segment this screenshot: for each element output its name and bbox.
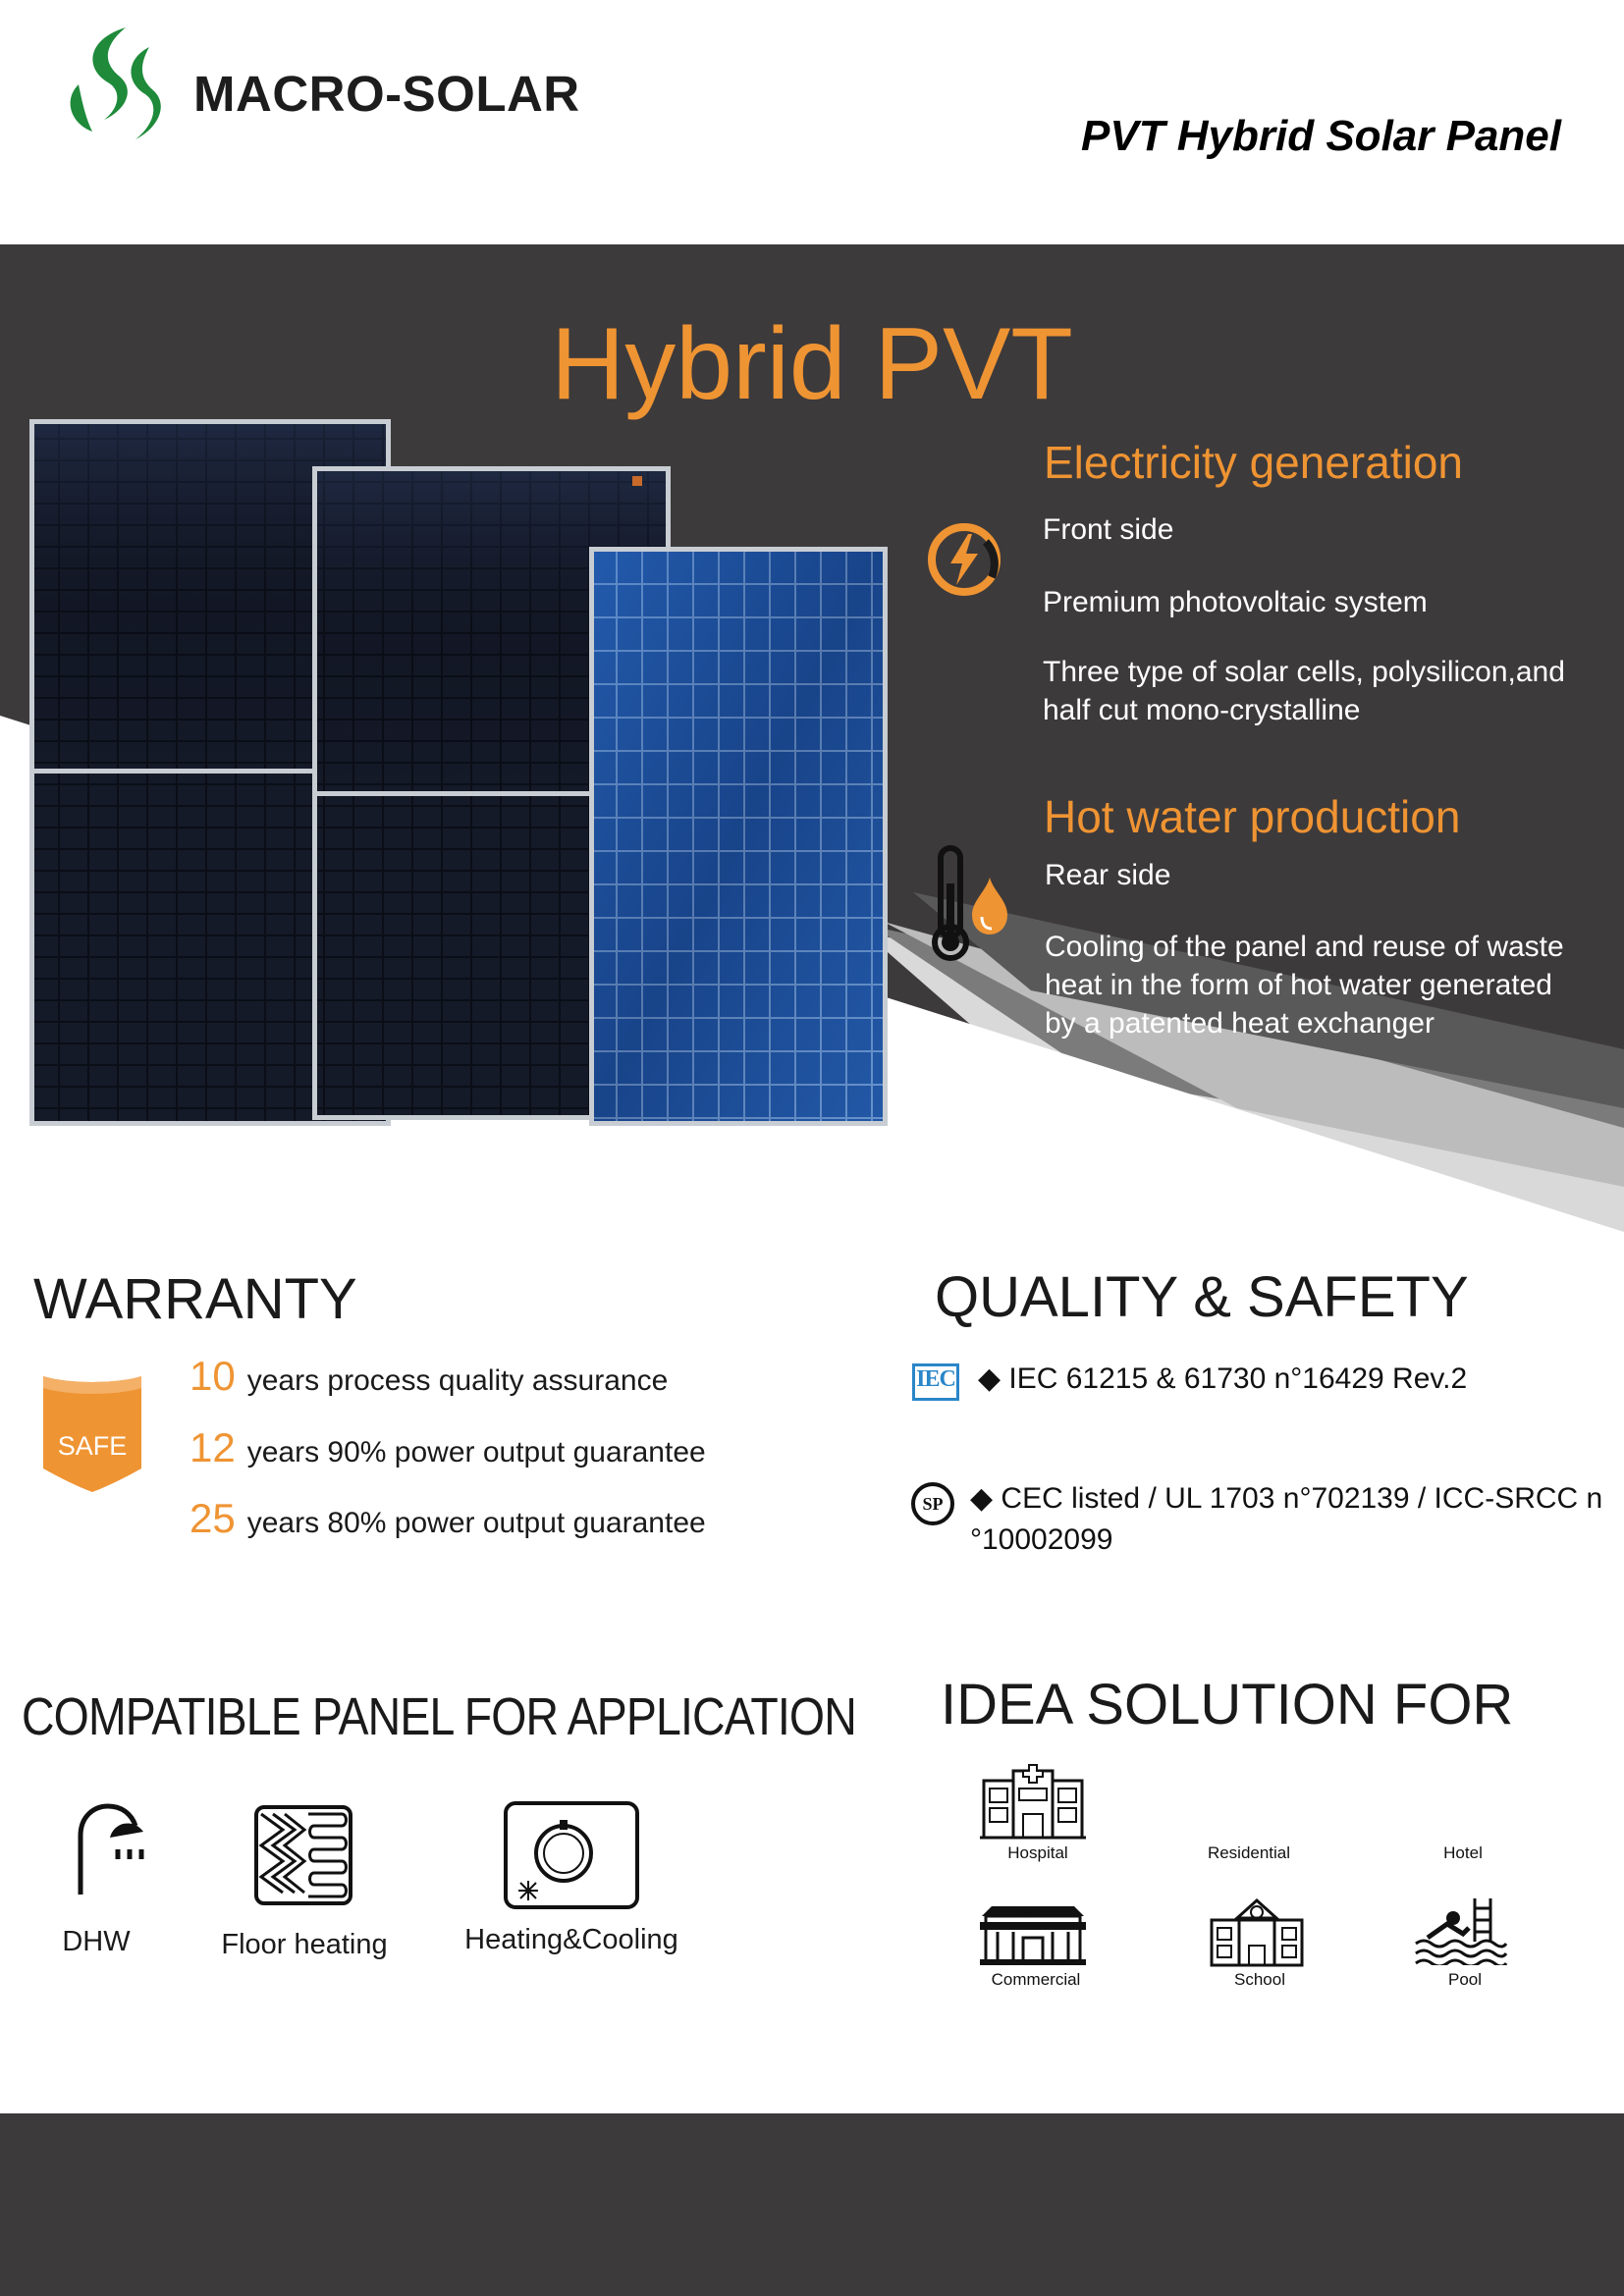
electricity-line1: Premium photovoltaic system (1043, 586, 1428, 618)
application-label: Heating&Cooling (464, 1924, 678, 1955)
application-label: DHW (62, 1926, 131, 1957)
safe-badge-label: SAFE (57, 1431, 128, 1461)
solution-label: Pool (1447, 1970, 1483, 1989)
hotwater-line2: heat in the form of hot water generated (1045, 969, 1552, 1001)
brand-name: MACRO-SOLAR (193, 66, 580, 122)
warranty-years: 10 (189, 1353, 236, 1399)
solution-label: Hospital (1007, 1843, 1068, 1862)
electricity-line2b: half cut mono-crystalline (1043, 694, 1361, 726)
quality-heading: QUALITY & SAFETY (935, 1265, 1469, 1329)
csa-logo-icon (911, 1482, 954, 1525)
lightning-icon (927, 522, 1001, 597)
iec-logo-text: IEC (916, 1366, 955, 1392)
warranty-item (189, 1353, 668, 1400)
warranty-text: years 90% power output guarantee (246, 1436, 706, 1468)
solution-label: Commercial (991, 1970, 1081, 1989)
quality-item-cec-cont: °10002099 (970, 1523, 1113, 1556)
applications-heading: COMPATIBLE PANEL FOR APPLICATION (22, 1687, 856, 1746)
hotwater-line1: Cooling of the panel and reuse of waste (1045, 931, 1564, 963)
shower-icon (71, 1802, 149, 1896)
quality-item-cec: ◆ CEC listed / UL 1703 n°702139 / ICC-SRCC n (970, 1482, 1603, 1515)
school-icon (1210, 1895, 1304, 1967)
footer-band (0, 2113, 1624, 2296)
warranty-years: 25 (189, 1495, 236, 1541)
mall-sign: MALL (1020, 1906, 1046, 1916)
heating-cooling-icon (503, 1800, 640, 1910)
electricity-subtitle: Front side (1043, 513, 1174, 546)
pool-icon (1414, 1895, 1508, 1965)
hero-title: Hybrid PVT (551, 307, 1073, 421)
application-label: Floor heating (221, 1929, 388, 1960)
solution-label: Residential (1207, 1843, 1291, 1862)
iec-logo-icon (912, 1363, 959, 1401)
solution-label: School (1234, 1970, 1285, 1989)
hotwater-line3: by a patented heat exchanger (1045, 1007, 1435, 1040)
electricity-line2a: Three type of solar cells, polysilicon,and (1043, 656, 1565, 688)
floor-heating-icon (253, 1804, 353, 1906)
quality-item-iec: ◆ IEC 61215 & 61730 n°16429 Rev.2 (978, 1362, 1468, 1395)
document-title: PVT Hybrid Solar Panel (1080, 112, 1561, 160)
brand-logo-icon (57, 26, 180, 151)
csa-logo-text: SP (922, 1494, 944, 1514)
solar-panels-image (29, 417, 893, 1129)
electricity-heading: Electricity generation (1044, 437, 1463, 488)
hotwater-subtitle: Rear side (1045, 859, 1171, 891)
solutions-heading: IDEA SOLUTION FOR (941, 1673, 1514, 1736)
warranty-years: 12 (189, 1424, 236, 1470)
solution-label: Hotel (1443, 1843, 1483, 1862)
warranty-heading: WARRANTY (33, 1267, 357, 1331)
warranty-text: years process quality assurance (246, 1364, 669, 1397)
warranty-text: years 80% power output guarantee (246, 1507, 706, 1539)
hotwater-heading: Hot water production (1044, 791, 1461, 842)
warranty-item (189, 1424, 706, 1471)
hospital-icon (980, 1763, 1086, 1842)
thermometer-icon (929, 844, 1017, 967)
warranty-item (189, 1495, 706, 1542)
